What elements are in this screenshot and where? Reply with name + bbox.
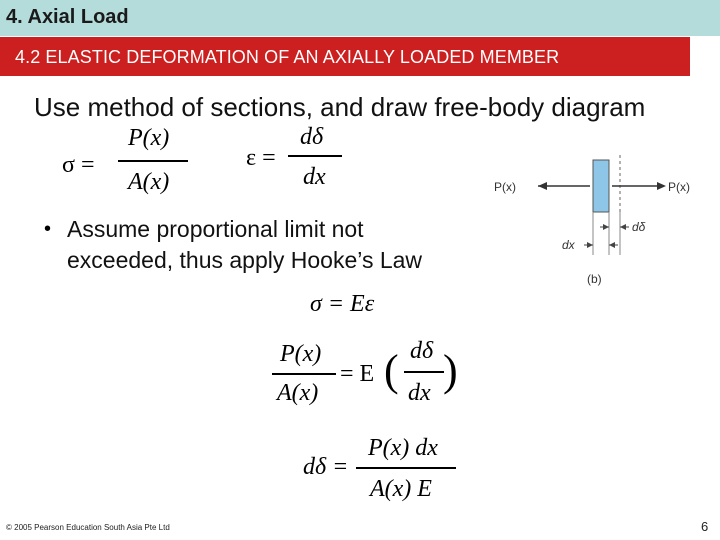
stress-numerator: P(x) <box>128 125 170 151</box>
figure-caption: (b) <box>587 272 602 286</box>
left-force-label: P(x) <box>494 180 516 194</box>
bullet-dot: • <box>44 218 52 240</box>
inner-denominator: dx <box>408 380 431 406</box>
header-bar <box>0 0 720 36</box>
result-lhs: dδ = <box>303 454 349 480</box>
section-title: 4. Axial Load <box>6 6 129 28</box>
combined-numerator: P(x) <box>280 341 322 367</box>
stress-lhs: σ = <box>62 152 95 178</box>
subsection-title: 4.2 ELASTIC DEFORMATION OF AN AXIALLY LOADED MEMBER <box>15 47 560 67</box>
dx-label: dx <box>562 238 575 252</box>
strain-fraction-bar <box>288 155 342 157</box>
page-number: 6 <box>701 519 709 534</box>
combined-middle: = E <box>340 361 375 387</box>
left-paren: ( <box>384 346 399 395</box>
copyright-footer: © 2005 Pearson Education South Asia Pte Ltd <box>6 523 170 532</box>
result-fraction-bar <box>356 467 456 469</box>
inner-numerator: dδ <box>410 338 434 364</box>
hooke-equation: σ = Eε <box>310 291 375 317</box>
element-rect <box>593 160 609 212</box>
intro-text: Use method of sections, and draw free-body diagram <box>34 92 646 122</box>
strain-denominator: dx <box>303 164 326 190</box>
combined-denominator: A(x) <box>277 380 319 406</box>
combined-fraction-bar <box>272 373 336 375</box>
result-numerator: P(x) dx <box>368 435 438 461</box>
subsection-bar <box>0 37 690 76</box>
strain-lhs: ε = <box>246 145 276 171</box>
bullet-text <box>67 214 422 276</box>
strain-numerator: dδ <box>300 124 324 150</box>
bullet-line-1: Assume proportional limit not <box>67 216 364 242</box>
right-force-label: P(x) <box>668 180 690 194</box>
right-paren: ) <box>443 346 458 395</box>
stress-fraction-bar <box>118 160 188 162</box>
bullet-line-2: exceeded, thus apply Hooke’s Law <box>67 247 423 273</box>
result-denominator: A(x) E <box>370 476 432 502</box>
inner-fraction-bar <box>404 371 444 373</box>
free-body-diagram-drawing <box>474 155 700 289</box>
ddelta-label: dδ <box>632 220 646 234</box>
stress-denominator: A(x) <box>128 169 170 195</box>
free-body-diagram <box>474 155 700 289</box>
